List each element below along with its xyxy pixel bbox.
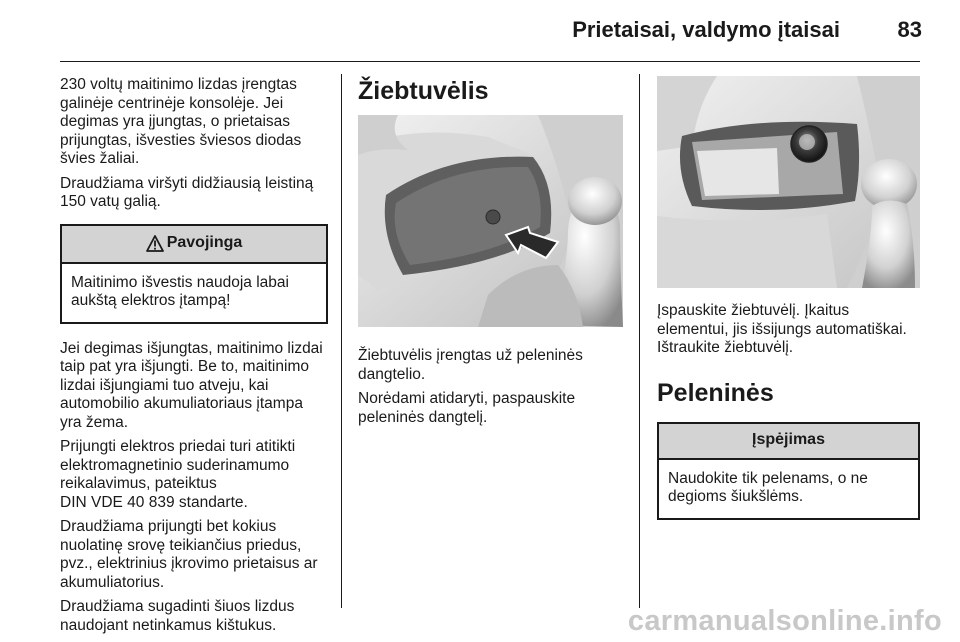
caution-notice-title: Įspėjimas	[752, 431, 825, 449]
warning-triangle-icon	[146, 235, 164, 252]
watermark: carmanualsonline.info	[627, 605, 942, 637]
paragraph-power-outlet: 230 voltų maitinimo lizdas įrengtas galinėje centrinėje konsolėje. Jei degimas yra įjungtas, o prietaisas prijungtas, išvesties šviesos diodas švies žaliai.	[60, 76, 302, 167]
paragraph-ignition-off: Jei degimas išjungtas, maitinimo lizdai taip pat yra išjungti. Be to, maitinimo lizdai išjungiami tuo atveju, kai automobilio akumuliatoriaus įtampa yra žema.	[60, 339, 323, 431]
caution-notice-text: Naudokite tik pelenams, o ne degioms šiukšlėms.	[668, 469, 868, 505]
paragraph-lighter-use: Įspauskite žiebtuvėlį. Įkaitus elementui, jis išsijungs automatiškai. Ištraukite žiebtuvėlį.	[657, 302, 907, 356]
paragraph-max-power: Draudžiama viršyti didžiausią leistiną 150 vatų galią.	[60, 174, 314, 210]
page-number: 83	[897, 17, 922, 42]
ashtray-cover-photo	[358, 115, 623, 327]
lighter-photo	[657, 76, 920, 288]
danger-notice	[60, 224, 328, 324]
column-divider-left	[341, 74, 342, 608]
column-3	[657, 76, 920, 536]
paragraph-emc-line2: DIN VDE 40 839 standarte.	[60, 493, 248, 511]
caution-notice	[657, 422, 920, 520]
paragraph-dc-accessories: Draudžiama prijungti bet kokius nuolatinę srovę teikiančius priedus, pvz., elektrinius įkrovimo prietaisus ar akumuliatorius.	[60, 518, 318, 591]
section-title-ashtrays: Peleninės	[657, 378, 774, 407]
section-title-lighter: Žiebtuvėlis	[358, 77, 489, 105]
column-1	[60, 76, 328, 641]
paragraph-damage: Draudžiama sugadinti šiuos lizdus naudojant netinkamus kištukus.	[60, 598, 295, 634]
paragraph-emc	[60, 438, 328, 512]
danger-notice-title: Pavojinga	[166, 234, 243, 252]
paragraph-lighter-open: Norėdami atidaryti, paspauskite peleninės dangtelį.	[358, 390, 576, 426]
danger-notice-header	[62, 226, 326, 264]
header-rule	[60, 61, 920, 62]
danger-notice-text: Maitinimo išvestis naudoja labai aukštą elektros įtampą!	[71, 273, 289, 309]
page-header	[0, 0, 960, 60]
paragraph-emc-line1: Prijungti elektros priedai turi atitikti elektromagnetinio suderinamumo reikalavimus, pateiktus	[60, 438, 296, 492]
caution-notice-header	[659, 424, 918, 460]
header-title: Prietaisai, valdymo įtaisai	[572, 17, 840, 42]
column-divider-right	[639, 74, 640, 608]
column-2	[358, 76, 623, 433]
paragraph-lighter-location: Žiebtuvėlis įrengtas už peleninės dangtelio.	[358, 347, 583, 383]
